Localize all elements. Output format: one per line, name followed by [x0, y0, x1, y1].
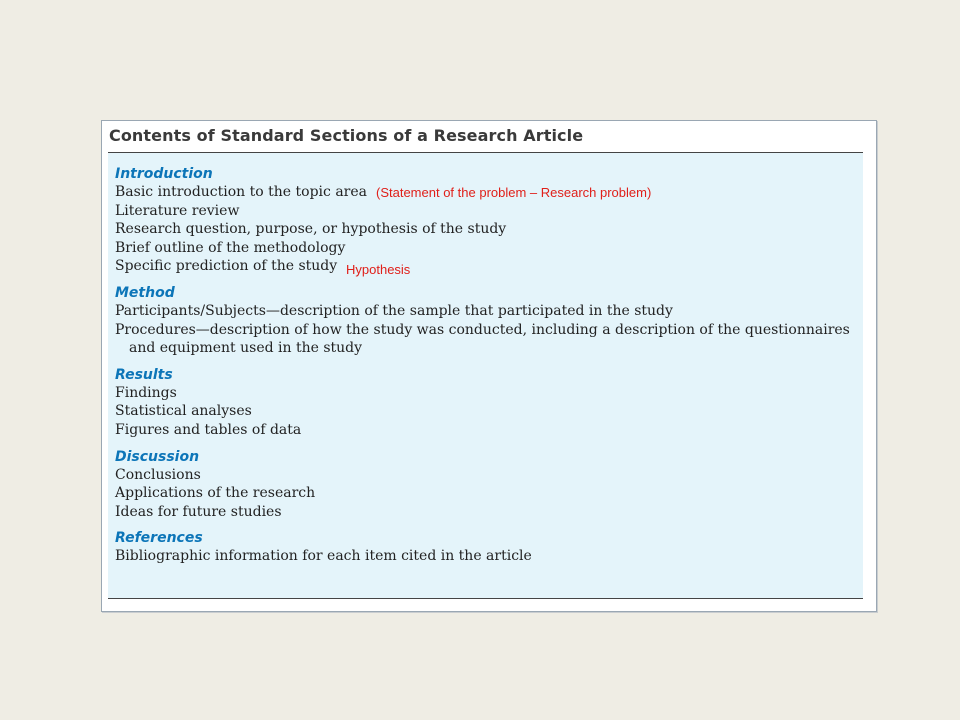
list-item: Statistical analyses [115, 403, 252, 420]
list-item: Brief outline of the methodology [115, 239, 346, 256]
list-item: Literature review [115, 202, 240, 219]
list-item: Conclusions [115, 466, 201, 483]
annotation-hypothesis: Hypothesis [346, 262, 411, 277]
list-item: Procedures—description of how the study was conducted, including a description of the questionnaires and equipment used in the study [115, 321, 850, 357]
table-title: Contents of Standard Sections of a Research Article [109, 126, 584, 145]
section-results [115, 366, 860, 440]
list-item: Findings [115, 384, 177, 401]
bottom-rule [108, 598, 863, 599]
section-discussion [115, 448, 860, 522]
sections-list [115, 165, 860, 574]
section-heading-discussion: Discussion [115, 448, 200, 465]
section-heading-results: Results [115, 366, 173, 383]
list-item: Participants/Subjects—description of the sample that participated in the study [115, 302, 673, 319]
list-item: Applications of the research [115, 485, 316, 502]
list-item: Ideas for future studies [115, 503, 282, 520]
list-item: Bibliographic information for each item cited in the article [115, 548, 532, 565]
list-item: Research question, purpose, or hypothesis of the study [115, 221, 507, 238]
list-item: Specific prediction of the study [115, 258, 338, 275]
section-introduction [115, 165, 860, 276]
section-heading-method: Method [115, 284, 175, 301]
section-method [115, 284, 860, 358]
section-heading-introduction: Introduction [115, 166, 213, 182]
list-item: Figures and tables of data [115, 421, 302, 438]
annotation-research-problem: (Statement of the problem – Research problem) [376, 185, 652, 200]
section-heading-references: References [115, 530, 203, 547]
section-references [115, 529, 860, 566]
list-item: Basic introduction to the topic area [115, 184, 367, 200]
